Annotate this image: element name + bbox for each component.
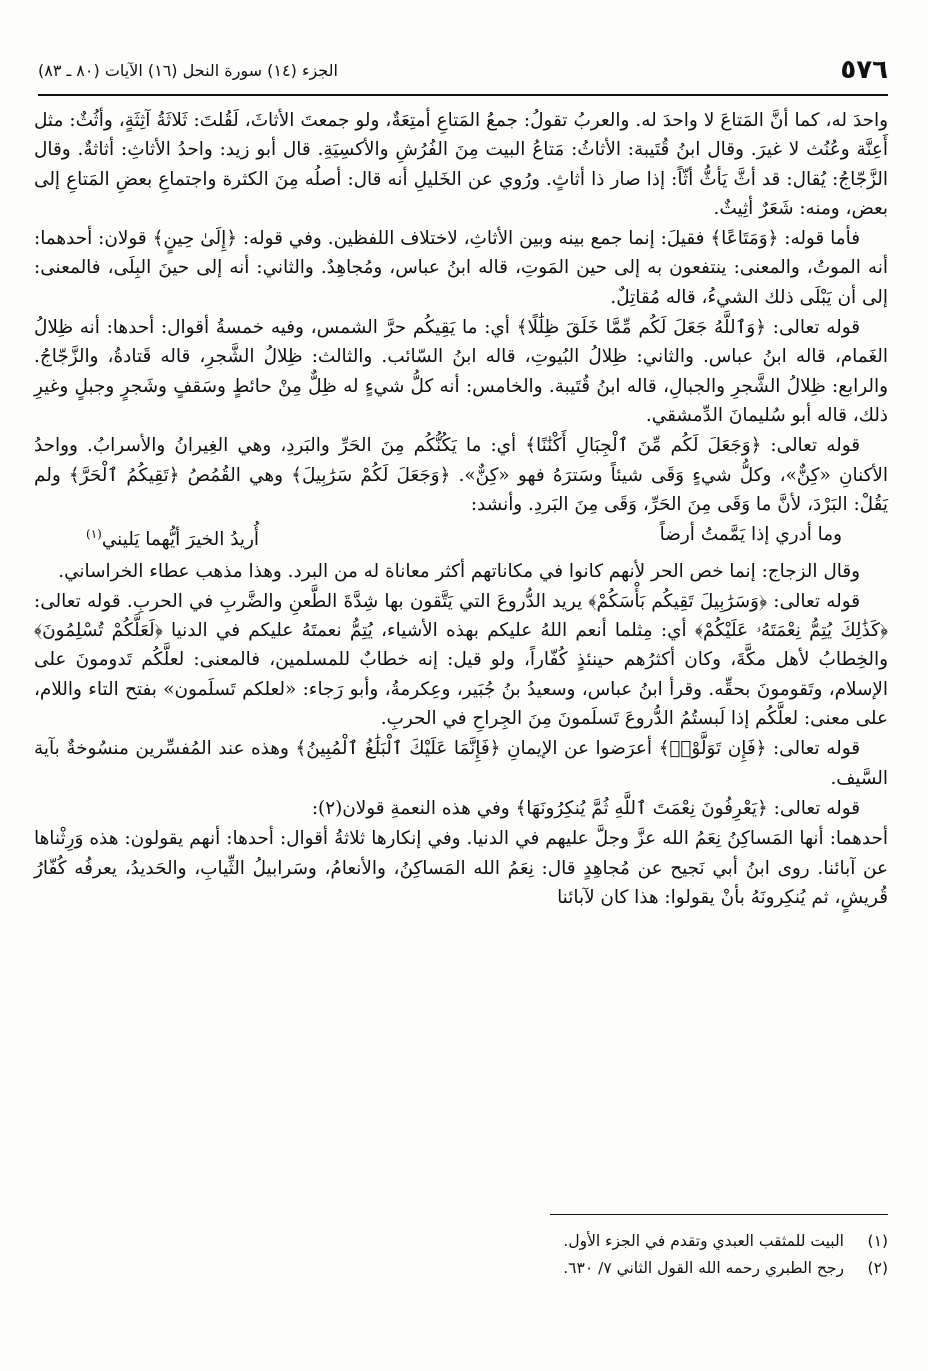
main-text: [34, 106, 888, 913]
footnote-rule: [550, 1214, 888, 1215]
paragraph: وقال الزجاج: إنما خص الحر لأنهم كانوا في مكاناتهم أكثر معاناة له من البرد. وهذا مذهب عطاء الخراساني.: [58, 560, 860, 582]
page-number: ٥٧٦: [840, 55, 888, 85]
paragraph: قوله تعالى: ﴿وَجَعَلَ لَكُم مِّنَ ٱلْجِبَالِ أَكْنَٰنًا﴾ أي: ما يَكُنُّكُم مِنَ الحَرِّ والبَردِ، وهي الغِيرانُ والأسرابُ. وواحدُ الأكنانِ «كِنٌّ»، وكلُّ شيءٍ وَقَى شيئاً وسَترَهُ فهو «كِنٌّ». ﴿وَجَعَلَ لَكُمْ سَرَٰبِيلَ﴾ وهي القُمُصُ ﴿تَقِيكُمُ ٱلْحَرَّ﴾ ولم يَقُلْ: البَرْدَ، لأنَّ ما وَقَى مِنَ الحَرِّ، وَقَى مِنَ البَردِ. وأنشد:: [34, 435, 888, 515]
footnotes: [40, 1228, 888, 1282]
paragraph: واحدَ له، كما أنَّ المَتاعَ لا واحدَ له. والعربُ تقولُ: جمعُ المَتاعِ أمتِعَةٌ، ولو جمعتَ الأثاثَ، لَقُلتَ: ثَلاثَةُ آثِثَةٍ، وأثُثٌ: مثل أَعِنَّة وعُنُث لا غيرَ. وقال ابنُ قُتَيبة: الأثاثُ: مَتاعُ البيت مِنَ الفُرُشِ والأكسِيَةِ. قال أبو زيد: واحدُ الأثاثِ: أثاثةٌ. وقال الزَّجّاجُ: يُقال: قد أثَّ يَأثُّ أثّاً: إذا صار ذا أثاثٍ. ورُوي عن الخَليلِ أنه قال: أصلُه مِنَ الكثرة واجتماعِ بعضِ المَتاعِ إلى بعض، ومنه: شَعَرٌ أثِيثٌ.: [34, 110, 888, 219]
footnote-ref: (١): [86, 527, 102, 542]
paragraph: قوله تعالى: ﴿وَٱللَّهُ جَعَلَ لَكُم مِّمَّا خَلَقَ ظِلَٰلًا﴾ أي: ما يَقِيكُم حرَّ الشمس، وفيه خمسةُ أقوال: أحدها: أنه ظِلالُ الغَمام، قاله ابنُ عباس. والثاني: ظِلالُ البُيوتِ، قاله ابنُ السّائب. والثالث: ظِلالُ الشَّجرِ، قاله قَتادةُ، والزَّجّاجُ. والرابع: ظِلالُ الشَّجرِ والجبالِ، قاله ابنُ قُتَيبة. والخامس: أنه كلُّ شيءٍ له ظِلٌّ مِنْ حائطٍ وسَقفٍ وشَجرٍ وجبلٍ وغيرِ ذلك، قاله أبو سُليمانَ الدِّمشقي.: [34, 317, 888, 426]
paragraph: قوله تعالى: ﴿فَإِن تَوَلَّوْا۟﴾ أعرَضوا عن الإيمانِ ﴿فَإِنَّمَا عَلَيْكَ ٱلْبَلَٰغُ ٱلْمُبِينُ﴾ وهذه عند المُفسِّرين منسُوخةٌ بآية السَّيف.: [34, 738, 888, 789]
paragraph: قوله تعالى: ﴿يَعْرِفُونَ نِعْمَتَ ٱللَّهِ ثُمَّ يُنكِرُونَهَا﴾ وفي هذه النعمةِ قولان(٢):: [311, 797, 860, 819]
footnote-text: رجح الطبري رحمه الله القول الثاني ٧/ ٦٣٠.: [563, 1259, 844, 1277]
verse-hemistich-second: أُريدُ الخيرَ أيُّهما يَليني$^{(١)}$: [86, 527, 259, 551]
paragraph: أحدهما: أنها المَساكِنُ نِعَمُ الله عزَّ وجلَّ عليهم في الدنيا. وفي إنكارها ثلاثةُ أقوال: أحدها: أنهم يقولون: هذه وَرِثْناها عن آبائنا. روى ابنُ أبي نَجيح عن مُجاهِدٍ قال: نِعَمُ الله المَساكِنُ، والأنعامُ، وسَرابيلُ الثِّيابِ، والحَديدُ، يعرفُه كُفّارُ قُريشٍ، ثم يُنكِرونَهُ بأنْ يقولوا: هذا كان لآبائنا: [34, 828, 888, 908]
verse-hemistich-first: وما أدري إذا يَمَّمتُ أرضاً: [659, 524, 842, 546]
footnote-item: [40, 1255, 888, 1282]
poetry-verse: [34, 520, 888, 554]
footnote-item: [40, 1228, 888, 1255]
page-header: [38, 52, 888, 88]
running-title: الجزء (١٤) سورة النحل (١٦) الآيات (٨٠ ـ ٨٣): [38, 60, 338, 80]
paragraph: فأما قوله: ﴿وَمَتَاعًا﴾ فقيلَ: إنما جمع بينه وبين الأثاثِ، لاختلاف اللفظين. وفي قوله: ﴿إِلَىٰ حِينٍ﴾ قولان: أحدهما: أنه الموتُ، والمعنى: ينتفعون به إلى حين المَوتِ، قاله ابنُ عباس، ومُجاهِدٌ. والثاني: أنه إلى حينَ البِلَى، فالمعنى: إلى أن يَبْلَى ذلك الشيءُ، قاله مُقاتِلٌ.: [34, 228, 888, 308]
header-rule: [38, 94, 888, 96]
footnote-number: (٢): [867, 1259, 888, 1277]
footnote-text: البيت للمثقب العبدي وتقدم في الجزء الأول.: [563, 1232, 844, 1250]
paragraph: قوله تعالى: ﴿وَسَرَٰبِيلَ تَقِيكُم بَأْسَكُمْ﴾ يريد الدُّروعَ التي يَتَّقون بها شِدَّةَ الطَّعنِ والضَّربِ في الحربِ. قوله تعالى: ﴿كَذَٰلِكَ يُتِمُّ نِعْمَتَهُۥ عَلَيْكُمْ﴾ أي: مِثلما أنعم اللهُ عليكم بهذه الأشياء، يُتِمُّ نعمتَهُ عليكم في الدنيا ﴿لَعَلَّكُمْ تُسْلِمُونَ﴾ والخِطابُ لأهل مكَّةَ، وكان أكثرُهم حينئذٍ كُفّاراً، ولو قيل: إنه خطابٌ للمسلمين، فالمعنى: لعلَّكُم تَدومونَ على الإسلام، وتَقومونَ بحقِّه. وقرأ ابنُ عباس، وسعيدُ بنُ جُبَير، وعِكرمةُ، وأبو رَجاء: «لعلكم تَسلَمون» بفتح التاء واللام، على معنى: لعلَّكُم إذا لَبستُمُ الدُّروعَ تَسلَمونَ مِنَ الجِراحِ في الحربِ.: [34, 590, 888, 730]
footnote-number: (١): [867, 1232, 888, 1250]
